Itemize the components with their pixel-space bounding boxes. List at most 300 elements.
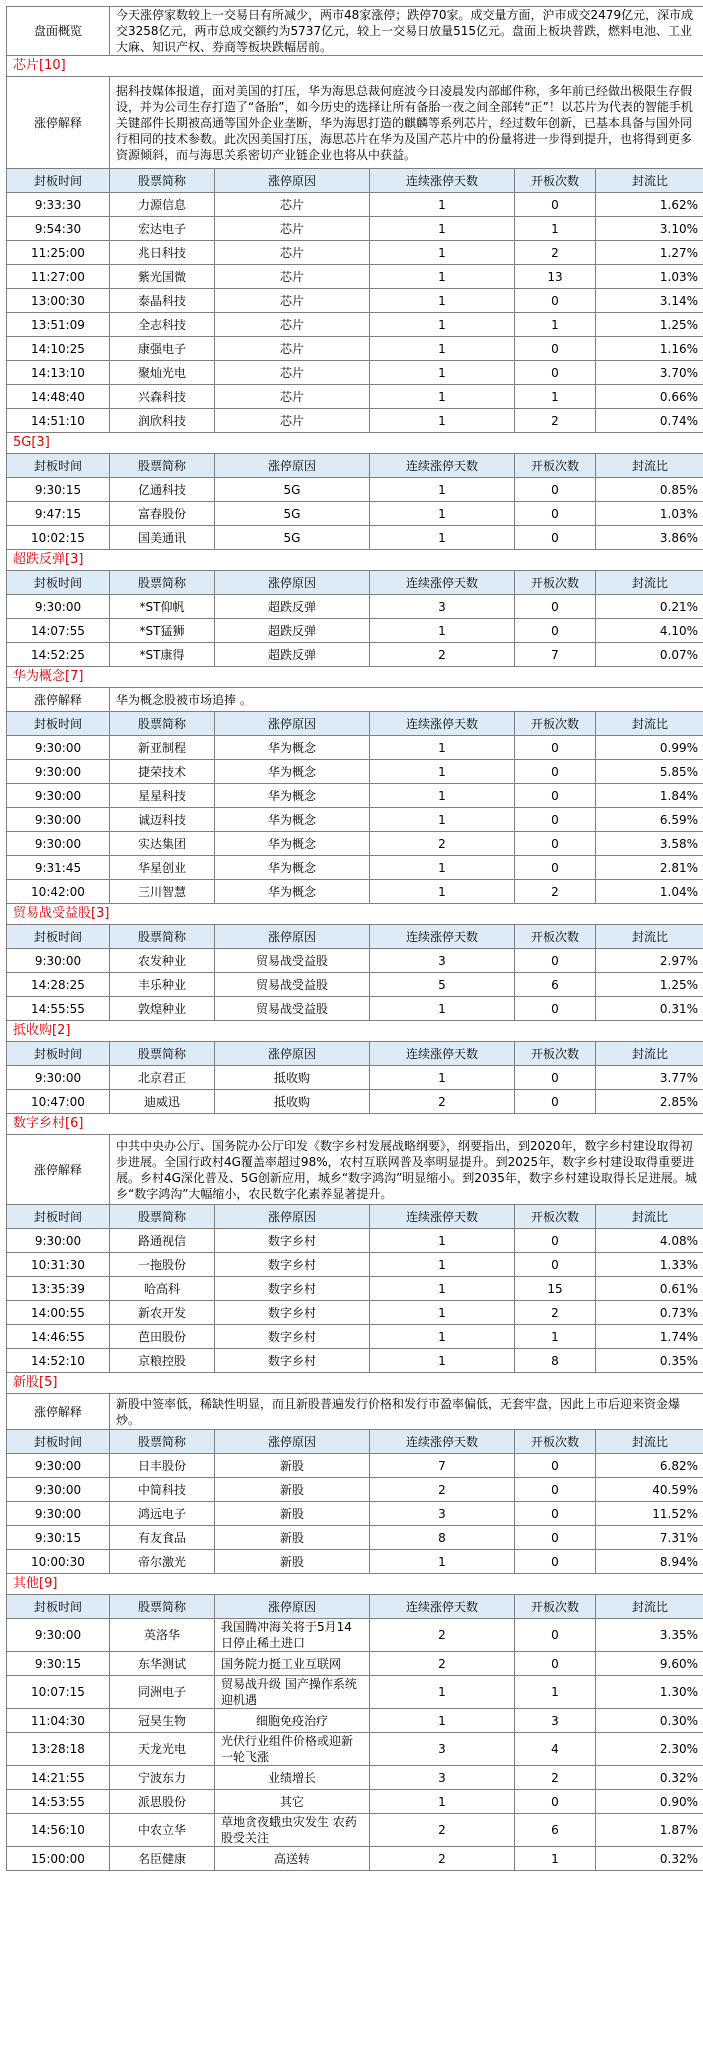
column-header: 开板次数 — [515, 1430, 596, 1454]
section-title: 数字乡村[6] — [7, 1114, 703, 1135]
column-header: 涨停原因 — [215, 925, 370, 949]
table-row — [7, 313, 703, 337]
time-cell: 9:30:00 — [7, 949, 110, 973]
reason-cell: 新股 — [215, 1550, 370, 1574]
time-cell: 9:47:15 — [7, 502, 110, 526]
seal-ratio-cell: 4.10% — [596, 619, 703, 643]
reason-cell: 贸易战升级 国产操作系统迎机遇 — [215, 1676, 370, 1709]
reason-cell: 芯片 — [215, 241, 370, 265]
table-row — [7, 478, 703, 502]
seal-ratio-cell: 6.59% — [596, 808, 703, 832]
reason-cell: 国务院力挺工业互联网 — [215, 1652, 370, 1676]
seal-ratio-cell: 1.03% — [596, 265, 703, 289]
table-row — [7, 526, 703, 550]
column-header-row — [7, 712, 703, 736]
seal-ratio-cell: 4.08% — [596, 1229, 703, 1253]
stock-name-cell: 宁波东力 — [110, 1766, 215, 1790]
stock-name-cell: 星星科技 — [110, 784, 215, 808]
seal-ratio-cell: 0.73% — [596, 1301, 703, 1325]
reason-cell: 芯片 — [215, 193, 370, 217]
open-count-cell: 1 — [515, 217, 596, 241]
column-header: 连续涨停天数 — [370, 925, 515, 949]
column-header: 连续涨停天数 — [370, 571, 515, 595]
streak-days-cell: 1 — [370, 1676, 515, 1709]
table-row — [7, 595, 703, 619]
table-row — [7, 1066, 703, 1090]
reason-cell: 我国腾冲海关将于5月14日停止稀土进口 — [215, 1619, 370, 1652]
column-header: 开板次数 — [515, 454, 596, 478]
table-row — [7, 1766, 703, 1790]
time-cell: 9:30:00 — [7, 760, 110, 784]
seal-ratio-cell: 2.85% — [596, 1090, 703, 1114]
time-cell: 14:07:55 — [7, 619, 110, 643]
reason-cell: 数字乡村 — [215, 1253, 370, 1277]
open-count-cell: 3 — [515, 1709, 596, 1733]
reason-cell: 高送转 — [215, 1847, 370, 1871]
reason-cell: 超跌反弹 — [215, 595, 370, 619]
seal-ratio-cell: 8.94% — [596, 1550, 703, 1574]
seal-ratio-cell: 1.25% — [596, 973, 703, 997]
table-row — [7, 808, 703, 832]
time-cell: 15:00:00 — [7, 1847, 110, 1871]
streak-days-cell: 1 — [370, 193, 515, 217]
seal-ratio-cell: 3.10% — [596, 217, 703, 241]
table-row — [7, 361, 703, 385]
time-cell: 14:21:55 — [7, 1766, 110, 1790]
overview-row — [7, 7, 703, 56]
table-row — [7, 1709, 703, 1733]
column-header-row — [7, 1042, 703, 1066]
seal-ratio-cell: 2.81% — [596, 856, 703, 880]
streak-days-cell: 3 — [370, 949, 515, 973]
reason-cell: 芯片 — [215, 217, 370, 241]
stock-name-cell: 诚迈科技 — [110, 808, 215, 832]
reason-cell: 华为概念 — [215, 784, 370, 808]
reason-cell: 华为概念 — [215, 736, 370, 760]
time-cell: 11:25:00 — [7, 241, 110, 265]
reason-cell: 新股 — [215, 1502, 370, 1526]
table-row — [7, 265, 703, 289]
open-count-cell: 0 — [515, 1502, 596, 1526]
seal-ratio-cell: 1.27% — [596, 241, 703, 265]
streak-days-cell: 1 — [370, 856, 515, 880]
stock-name-cell: 康强电子 — [110, 337, 215, 361]
column-header: 连续涨停天数 — [370, 1042, 515, 1066]
streak-days-cell: 2 — [370, 1619, 515, 1652]
time-cell: 13:35:39 — [7, 1277, 110, 1301]
column-header: 连续涨停天数 — [370, 169, 515, 193]
streak-days-cell: 8 — [370, 1526, 515, 1550]
table-row — [7, 1325, 703, 1349]
table-row — [7, 1814, 703, 1847]
streak-days-cell: 1 — [370, 619, 515, 643]
column-header: 封板时间 — [7, 1205, 110, 1229]
open-count-cell: 0 — [515, 1090, 596, 1114]
explanation-text: 中共中央办公厅、国务院办公厅印发《数字乡村发展战略纲要》，纲要指出，到2020年，数字乡村建设取得初步进展。全国行政村4G覆盖率超过98%，农村互联网普及率明显提升。到2025年，数字乡村建设取得重要进展。乡村4G深化普及、5G创新应用，城乡“数字鸿沟”明显缩小。到2035年，数字乡村建设取得长足进展。城乡“数字鸿沟”大幅缩小，农民数字化素养显著提升。 — [110, 1135, 703, 1205]
stock-name-cell: 哈高科 — [110, 1277, 215, 1301]
seal-ratio-cell: 0.74% — [596, 409, 703, 433]
open-count-cell: 6 — [515, 1814, 596, 1847]
seal-ratio-cell: 0.99% — [596, 736, 703, 760]
reason-cell: 数字乡村 — [215, 1301, 370, 1325]
stock-name-cell: 派思股份 — [110, 1790, 215, 1814]
seal-ratio-cell: 3.14% — [596, 289, 703, 313]
time-cell: 9:31:45 — [7, 856, 110, 880]
explanation-label: 涨停解释 — [7, 77, 110, 169]
column-header: 封流比 — [596, 169, 703, 193]
column-header: 涨停原因 — [215, 1430, 370, 1454]
open-count-cell: 0 — [515, 1652, 596, 1676]
column-header: 封板时间 — [7, 454, 110, 478]
column-header: 股票简称 — [110, 925, 215, 949]
reason-cell: 数字乡村 — [215, 1229, 370, 1253]
stock-name-cell: 天龙光电 — [110, 1733, 215, 1766]
stock-name-cell: 润欣科技 — [110, 409, 215, 433]
seal-ratio-cell: 1.30% — [596, 1676, 703, 1709]
column-header: 连续涨停天数 — [370, 1430, 515, 1454]
column-header: 连续涨停天数 — [370, 1205, 515, 1229]
seal-ratio-cell: 1.33% — [596, 1253, 703, 1277]
explanation-text: 据科技媒体报道，面对美国的打压，华为海思总裁何庭波今日凌晨发内部邮件称，多年前已经做出极限生存假设，并为公司生存打造了“备胎”，如今历史的选择让所有备胎一夜之间全部转“正”！以芯片为代表的智能手机关键部件长期被高通等国外企业垄断，华为海思打造的麒麟等系列芯片，经过数年创新，已基本具备与国外同行相同的技术参数。此次因美国打压，海思芯片在华为及国产芯片中的份量将进一步得到提升，也将得到更多资源倾斜，而与海思关系密切产业链企业也将从中获益。 — [110, 77, 703, 169]
stock-name-cell: 华星创业 — [110, 856, 215, 880]
seal-ratio-cell: 1.74% — [596, 1325, 703, 1349]
table-row — [7, 1790, 703, 1814]
reason-cell: 新股 — [215, 1454, 370, 1478]
time-cell: 9:30:00 — [7, 595, 110, 619]
explanation-row — [7, 1135, 703, 1205]
column-header: 封板时间 — [7, 712, 110, 736]
streak-days-cell: 1 — [370, 337, 515, 361]
reason-cell: 芯片 — [215, 385, 370, 409]
reason-cell: 芯片 — [215, 289, 370, 313]
open-count-cell: 2 — [515, 880, 596, 904]
seal-ratio-cell: 1.84% — [596, 784, 703, 808]
table-row — [7, 1847, 703, 1871]
section-title: 新股[5] — [7, 1373, 703, 1394]
stock-name-cell: 丰乐种业 — [110, 973, 215, 997]
seal-ratio-cell: 40.59% — [596, 1478, 703, 1502]
table-row — [7, 760, 703, 784]
explanation-row — [7, 77, 703, 169]
stock-name-cell: 英洛华 — [110, 1619, 215, 1652]
stock-name-cell: 有友食品 — [110, 1526, 215, 1550]
table-row — [7, 1277, 703, 1301]
report-table — [6, 6, 703, 1871]
open-count-cell: 13 — [515, 265, 596, 289]
table-row — [7, 1253, 703, 1277]
time-cell: 10:07:15 — [7, 1676, 110, 1709]
seal-ratio-cell: 0.61% — [596, 1277, 703, 1301]
time-cell: 14:00:55 — [7, 1301, 110, 1325]
time-cell: 14:28:25 — [7, 973, 110, 997]
reason-cell: 5G — [215, 478, 370, 502]
time-cell: 9:30:00 — [7, 1454, 110, 1478]
time-cell: 14:53:55 — [7, 1790, 110, 1814]
section-title: 华为概念[7] — [7, 667, 703, 688]
streak-days-cell: 1 — [370, 1790, 515, 1814]
section-title: 5G[3] — [7, 433, 703, 454]
open-count-cell: 0 — [515, 619, 596, 643]
time-cell: 14:13:10 — [7, 361, 110, 385]
explanation-row — [7, 688, 703, 712]
time-cell: 14:48:40 — [7, 385, 110, 409]
column-header: 开板次数 — [515, 1595, 596, 1619]
stock-name-cell: 京粮控股 — [110, 1349, 215, 1373]
stock-name-cell: 一拖股份 — [110, 1253, 215, 1277]
column-header: 封板时间 — [7, 571, 110, 595]
stock-name-cell: 聚灿光电 — [110, 361, 215, 385]
table-row — [7, 1733, 703, 1766]
stock-name-cell: 新农开发 — [110, 1301, 215, 1325]
streak-days-cell: 1 — [370, 1349, 515, 1373]
table-row — [7, 502, 703, 526]
open-count-cell: 0 — [515, 1454, 596, 1478]
time-cell: 9:30:00 — [7, 784, 110, 808]
stock-name-cell: 新亚制程 — [110, 736, 215, 760]
seal-ratio-cell: 3.86% — [596, 526, 703, 550]
streak-days-cell: 1 — [370, 1229, 515, 1253]
table-row — [7, 997, 703, 1021]
stock-name-cell: 兆日科技 — [110, 241, 215, 265]
streak-days-cell: 1 — [370, 736, 515, 760]
reason-cell: 芯片 — [215, 337, 370, 361]
overview-label: 盘面概览 — [7, 7, 110, 56]
reason-cell: 华为概念 — [215, 880, 370, 904]
open-count-cell: 0 — [515, 337, 596, 361]
stock-name-cell: 帝尔激光 — [110, 1550, 215, 1574]
table-row — [7, 880, 703, 904]
stock-name-cell: 芭田股份 — [110, 1325, 215, 1349]
streak-days-cell: 1 — [370, 1253, 515, 1277]
open-count-cell: 0 — [515, 595, 596, 619]
section-title-row — [7, 1373, 703, 1394]
open-count-cell: 1 — [515, 1847, 596, 1871]
table-row — [7, 949, 703, 973]
seal-ratio-cell: 0.31% — [596, 997, 703, 1021]
column-header: 开板次数 — [515, 169, 596, 193]
stock-name-cell: 力源信息 — [110, 193, 215, 217]
column-header: 封流比 — [596, 925, 703, 949]
open-count-cell: 0 — [515, 289, 596, 313]
table-row — [7, 217, 703, 241]
stock-name-cell: 名臣健康 — [110, 1847, 215, 1871]
open-count-cell: 0 — [515, 1229, 596, 1253]
reason-cell: 芯片 — [215, 409, 370, 433]
time-cell: 9:30:00 — [7, 1066, 110, 1090]
table-row — [7, 1550, 703, 1574]
streak-days-cell: 1 — [370, 997, 515, 1021]
column-header: 股票简称 — [110, 454, 215, 478]
limit-up-report — [6, 6, 703, 1871]
open-count-cell: 2 — [515, 1301, 596, 1325]
table-row — [7, 736, 703, 760]
column-header: 开板次数 — [515, 925, 596, 949]
open-count-cell: 2 — [515, 409, 596, 433]
time-cell: 10:31:30 — [7, 1253, 110, 1277]
reason-cell: 贸易战受益股 — [215, 973, 370, 997]
column-header-row — [7, 1595, 703, 1619]
column-header: 封板时间 — [7, 169, 110, 193]
column-header: 股票简称 — [110, 1042, 215, 1066]
streak-days-cell: 1 — [370, 385, 515, 409]
column-header: 涨停原因 — [215, 169, 370, 193]
reason-cell: 贸易战受益股 — [215, 997, 370, 1021]
column-header: 封板时间 — [7, 1595, 110, 1619]
column-header: 涨停原因 — [215, 1595, 370, 1619]
time-cell: 14:55:55 — [7, 997, 110, 1021]
streak-days-cell: 1 — [370, 1325, 515, 1349]
streak-days-cell: 1 — [370, 502, 515, 526]
time-cell: 13:28:18 — [7, 1733, 110, 1766]
table-row — [7, 856, 703, 880]
seal-ratio-cell: 0.30% — [596, 1709, 703, 1733]
section-title-row — [7, 904, 703, 925]
stock-name-cell: 实达集团 — [110, 832, 215, 856]
open-count-cell: 0 — [515, 1066, 596, 1090]
column-header: 股票简称 — [110, 169, 215, 193]
open-count-cell: 0 — [515, 784, 596, 808]
column-header: 封流比 — [596, 454, 703, 478]
open-count-cell: 0 — [515, 736, 596, 760]
column-header: 开板次数 — [515, 571, 596, 595]
table-row — [7, 1301, 703, 1325]
table-row — [7, 1619, 703, 1652]
table-row — [7, 385, 703, 409]
column-header-row — [7, 169, 703, 193]
open-count-cell: 0 — [515, 997, 596, 1021]
open-count-cell: 0 — [515, 1478, 596, 1502]
streak-days-cell: 1 — [370, 361, 515, 385]
stock-name-cell: 中简科技 — [110, 1478, 215, 1502]
streak-days-cell: 1 — [370, 526, 515, 550]
open-count-cell: 1 — [515, 385, 596, 409]
table-row — [7, 643, 703, 667]
table-row — [7, 1526, 703, 1550]
streak-days-cell: 1 — [370, 784, 515, 808]
open-count-cell: 6 — [515, 973, 596, 997]
section-title: 其他[9] — [7, 1574, 703, 1595]
open-count-cell: 0 — [515, 856, 596, 880]
open-count-cell: 8 — [515, 1349, 596, 1373]
streak-days-cell: 1 — [370, 760, 515, 784]
stock-name-cell: 东华测试 — [110, 1652, 215, 1676]
time-cell: 13:00:30 — [7, 289, 110, 313]
time-cell: 11:27:00 — [7, 265, 110, 289]
streak-days-cell: 1 — [370, 241, 515, 265]
table-row — [7, 973, 703, 997]
stock-name-cell: 宏达电子 — [110, 217, 215, 241]
column-header: 涨停原因 — [215, 1205, 370, 1229]
time-cell: 10:42:00 — [7, 880, 110, 904]
table-row — [7, 289, 703, 313]
seal-ratio-cell: 0.90% — [596, 1790, 703, 1814]
column-header: 股票简称 — [110, 1430, 215, 1454]
streak-days-cell: 1 — [370, 478, 515, 502]
seal-ratio-cell: 0.21% — [596, 595, 703, 619]
seal-ratio-cell: 5.85% — [596, 760, 703, 784]
stock-name-cell: 敦煌种业 — [110, 997, 215, 1021]
time-cell: 9:33:30 — [7, 193, 110, 217]
seal-ratio-cell: 1.62% — [596, 193, 703, 217]
stock-name-cell: 紫光国微 — [110, 265, 215, 289]
reason-cell: 芯片 — [215, 265, 370, 289]
stock-name-cell: 迪威迅 — [110, 1090, 215, 1114]
section-title: 超跌反弹[3] — [7, 550, 703, 571]
time-cell: 14:46:55 — [7, 1325, 110, 1349]
open-count-cell: 7 — [515, 643, 596, 667]
table-row — [7, 784, 703, 808]
column-header-row — [7, 454, 703, 478]
column-header: 涨停原因 — [215, 454, 370, 478]
column-header: 涨停原因 — [215, 571, 370, 595]
column-header: 封流比 — [596, 712, 703, 736]
streak-days-cell: 3 — [370, 1733, 515, 1766]
column-header: 开板次数 — [515, 1042, 596, 1066]
reason-cell: 芯片 — [215, 313, 370, 337]
table-row — [7, 1090, 703, 1114]
column-header: 封板时间 — [7, 925, 110, 949]
streak-days-cell: 2 — [370, 1847, 515, 1871]
table-row — [7, 241, 703, 265]
open-count-cell: 0 — [515, 361, 596, 385]
stock-name-cell: 冠昊生物 — [110, 1709, 215, 1733]
explanation-text: 华为概念股被市场追捧 。 — [110, 688, 703, 712]
column-header: 封流比 — [596, 1205, 703, 1229]
streak-days-cell: 1 — [370, 409, 515, 433]
streak-days-cell: 1 — [370, 1277, 515, 1301]
open-count-cell: 0 — [515, 1253, 596, 1277]
open-count-cell: 0 — [515, 193, 596, 217]
table-row — [7, 337, 703, 361]
streak-days-cell: 2 — [370, 832, 515, 856]
table-row — [7, 1454, 703, 1478]
column-header: 股票简称 — [110, 1595, 215, 1619]
table-row — [7, 1502, 703, 1526]
seal-ratio-cell: 3.58% — [596, 832, 703, 856]
table-row — [7, 1676, 703, 1709]
reason-cell: 5G — [215, 526, 370, 550]
table-row — [7, 1229, 703, 1253]
column-header: 封流比 — [596, 1042, 703, 1066]
column-header: 封板时间 — [7, 1042, 110, 1066]
streak-days-cell: 2 — [370, 1652, 515, 1676]
time-cell: 9:30:00 — [7, 736, 110, 760]
stock-name-cell: 泰晶科技 — [110, 289, 215, 313]
streak-days-cell: 3 — [370, 1502, 515, 1526]
table-row — [7, 409, 703, 433]
column-header: 开板次数 — [515, 1205, 596, 1229]
open-count-cell: 1 — [515, 1676, 596, 1709]
open-count-cell: 1 — [515, 313, 596, 337]
stock-name-cell: 日丰股份 — [110, 1454, 215, 1478]
streak-days-cell: 3 — [370, 1766, 515, 1790]
column-header: 封流比 — [596, 571, 703, 595]
seal-ratio-cell: 9.60% — [596, 1652, 703, 1676]
seal-ratio-cell: 0.66% — [596, 385, 703, 409]
open-count-cell: 0 — [515, 1790, 596, 1814]
reason-cell: 新股 — [215, 1526, 370, 1550]
stock-name-cell: 鸿远电子 — [110, 1502, 215, 1526]
overview-text: 今天涨停家数较上一交易日有所减少，两市48家涨停；跌停70家。成交量方面，沪市成交2479亿元，深市成交3258亿元，两市总成交额约为5737亿元，较上一交易日放量515亿元。盘面上板块普跌，燃料电池、工业大麻、知识产权、券商等板块跌幅居前。 — [110, 7, 703, 56]
streak-days-cell: 5 — [370, 973, 515, 997]
column-header-row — [7, 925, 703, 949]
reason-cell: 华为概念 — [215, 760, 370, 784]
section-title-row — [7, 1021, 703, 1042]
open-count-cell: 0 — [515, 1526, 596, 1550]
section-title-row — [7, 56, 703, 77]
streak-days-cell: 1 — [370, 1301, 515, 1325]
open-count-cell: 0 — [515, 760, 596, 784]
